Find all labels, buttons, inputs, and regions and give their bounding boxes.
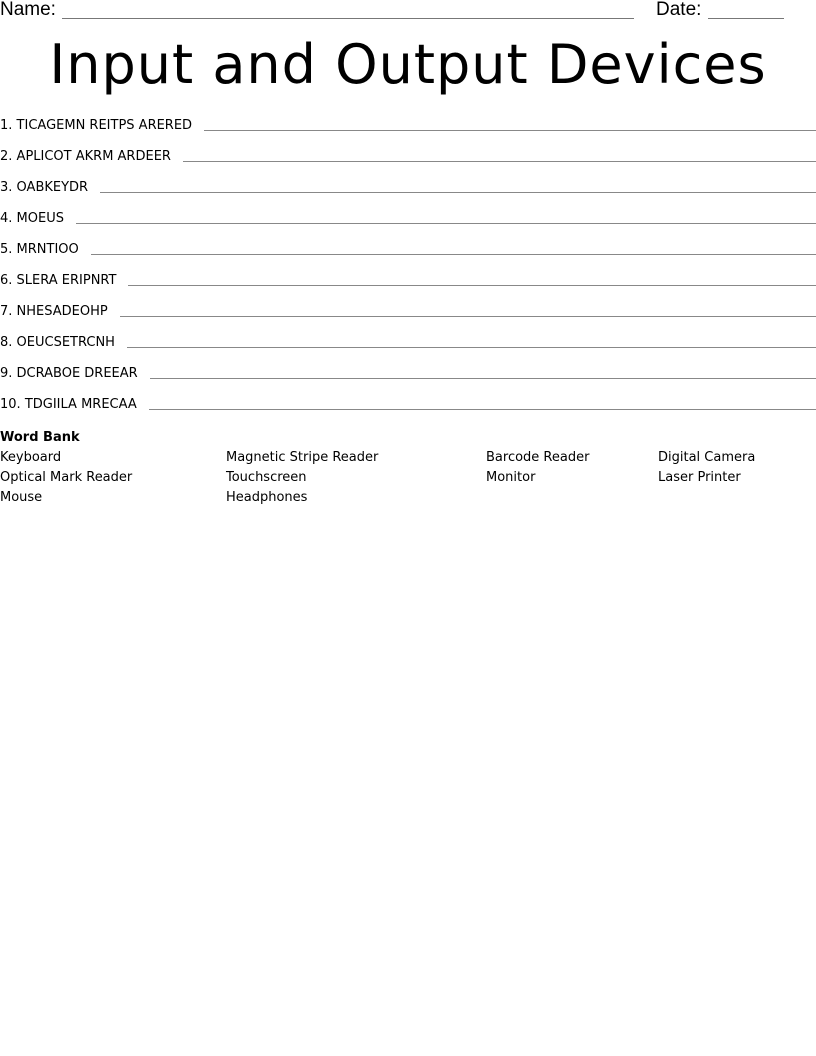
header-row (0, 0, 816, 22)
question-text: 2. APLICOT AKRM ARDEER (0, 149, 171, 164)
question-text: 10. TDGIILA MRECAA (0, 397, 137, 412)
question-row (0, 265, 816, 289)
answer-line[interactable] (204, 130, 816, 131)
question-text: 4. MOEUS (0, 211, 64, 226)
question-row (0, 296, 816, 320)
question-text: 1. TICAGEMN REITPS ARERED (0, 118, 193, 133)
name-field[interactable] (62, 18, 634, 19)
question-text: 6. SLERA ERIPNRT (0, 273, 117, 288)
answer-line[interactable] (120, 316, 816, 317)
question-row (0, 234, 816, 258)
question-row (0, 327, 816, 351)
question-row (0, 172, 816, 196)
date-field[interactable] (708, 18, 784, 19)
word-bank-item: Keyboard (0, 450, 62, 465)
question-row (0, 358, 816, 382)
question-row (0, 203, 816, 227)
word-bank-item: Touchscreen (226, 470, 307, 485)
word-bank-item: Headphones (226, 490, 308, 505)
answer-line[interactable] (128, 285, 816, 286)
question-text: 5. MRNTIOO (0, 242, 79, 257)
name-label: Name: (0, 0, 56, 20)
date-label: Date: (656, 0, 702, 20)
word-bank-item: Barcode Reader (486, 450, 590, 465)
question-row (0, 389, 816, 413)
word-bank-item: Laser Printer (658, 470, 741, 485)
question-text: 9. DCRABOE DREEAR (0, 366, 138, 381)
question-text: 8. OEUCSETRCNH (0, 335, 115, 350)
question-text: 7. NHESADEOHP (0, 304, 108, 319)
word-bank-item: Monitor (486, 470, 536, 485)
answer-line[interactable] (149, 409, 816, 410)
answer-line[interactable] (183, 161, 816, 162)
word-bank-item: Optical Mark Reader (0, 470, 133, 485)
word-bank-item: Mouse (0, 490, 43, 505)
answer-line[interactable] (91, 254, 816, 255)
word-bank-item: Magnetic Stripe Reader (226, 450, 379, 465)
answer-line[interactable] (127, 347, 816, 348)
answer-line[interactable] (76, 223, 816, 224)
word-bank-item: Digital Camera (658, 450, 756, 465)
question-row (0, 141, 816, 165)
answer-line[interactable] (100, 192, 816, 193)
question-text: 3. OABKEYDR (0, 180, 89, 195)
word-bank-title: Word Bank (0, 430, 80, 445)
answer-line[interactable] (150, 378, 816, 379)
question-row (0, 110, 816, 134)
page-title: Input and Output Devices (49, 33, 767, 96)
